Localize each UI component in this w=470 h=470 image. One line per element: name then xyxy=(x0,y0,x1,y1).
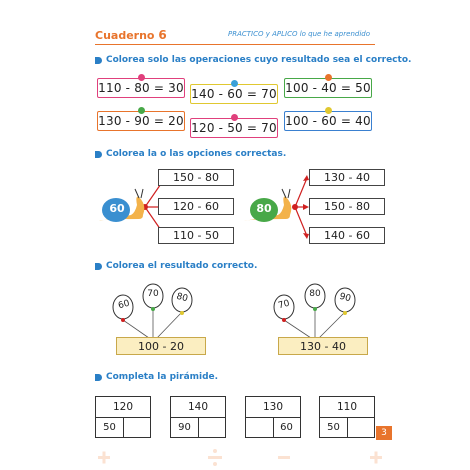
balloon-string xyxy=(157,312,182,338)
number-pyramid xyxy=(95,396,151,438)
operation-text: 100 - 40 = 50 xyxy=(285,81,371,95)
option-text: 130 - 40 xyxy=(324,171,370,184)
operation-card[interactable] xyxy=(97,78,185,98)
pyramid-left[interactable]: 50 xyxy=(320,417,348,437)
notebook-title-text: Cuaderno xyxy=(95,29,155,42)
section2-title xyxy=(95,149,286,159)
divide-icon xyxy=(213,462,217,466)
snail-antenna xyxy=(141,189,143,198)
pyramid-right[interactable] xyxy=(123,417,150,437)
operation-text: 140 - 60 = 70 xyxy=(191,87,277,101)
balloon-knot xyxy=(343,311,347,315)
minus-icon xyxy=(278,456,290,459)
operation-text: 100 - 60 = 40 xyxy=(285,114,371,128)
section-bullet-icon xyxy=(95,374,102,381)
operation-card[interactable] xyxy=(97,111,185,131)
snail-antenna xyxy=(288,189,290,198)
operation-card[interactable] xyxy=(190,84,278,104)
pyramid-top: 140 xyxy=(171,397,225,418)
pushpin-icon xyxy=(138,74,145,81)
option-box[interactable] xyxy=(309,169,385,186)
origin-dot xyxy=(292,204,298,210)
section2-title-text: Colorea la o las opciones correctas. xyxy=(106,149,287,159)
section-bullet-icon xyxy=(95,151,102,158)
result-text: 130 - 40 xyxy=(300,339,346,353)
operation-text: 110 - 80 = 30 xyxy=(98,81,184,95)
pushpin-icon xyxy=(325,107,332,114)
option-box[interactable] xyxy=(158,227,234,244)
pushpin-icon xyxy=(231,114,238,121)
result-text: 100 - 20 xyxy=(138,339,184,353)
page-number: 3 xyxy=(376,426,392,440)
section1-title-text: Colorea solo las operaciones cuyo resultado sea el correcto. xyxy=(106,55,412,65)
option-box[interactable] xyxy=(309,198,385,215)
section3-title xyxy=(95,261,257,271)
balloon-knot xyxy=(180,311,184,315)
pushpin-icon xyxy=(231,80,238,87)
balloon-string xyxy=(284,320,311,338)
snail-value: 60 xyxy=(109,202,125,215)
option-text: 140 - 60 xyxy=(324,229,370,242)
pyramid-left[interactable]: 50 xyxy=(96,417,124,437)
option-box[interactable] xyxy=(158,198,234,215)
notebook-number: 6 xyxy=(158,28,167,42)
balloon-string xyxy=(123,320,149,338)
section4-title-text: Completa la pirámide. xyxy=(106,372,219,382)
option-box[interactable] xyxy=(309,227,385,244)
pyramid-right[interactable] xyxy=(198,417,225,437)
snail-antenna xyxy=(135,189,139,198)
balloon-knot xyxy=(313,307,317,311)
balloon-label: 60 xyxy=(117,298,131,312)
option-text: 120 - 60 xyxy=(173,200,219,213)
pyramid-left[interactable]: 90 xyxy=(171,417,199,437)
balloon-label: 80 xyxy=(175,291,189,305)
plus-icon xyxy=(375,452,378,464)
balloon-string xyxy=(319,312,345,338)
snail-value: 80 xyxy=(256,202,272,215)
balloon-label: 70 xyxy=(277,298,291,312)
operation-card[interactable] xyxy=(284,78,372,98)
number-pyramid xyxy=(170,396,226,438)
balloon-label: 90 xyxy=(338,291,352,305)
number-pyramid xyxy=(319,396,375,438)
balloon-label: 70 xyxy=(147,289,159,299)
divide-icon xyxy=(213,449,217,453)
operation-text: 120 - 50 = 70 xyxy=(191,121,277,135)
section1-title xyxy=(95,55,411,65)
header-subtitle: PRACTICO y APLICO lo que he aprendido xyxy=(228,30,370,38)
section3-title-text: Colorea el resultado correcto. xyxy=(106,261,258,271)
section-bullet-icon xyxy=(95,57,102,64)
header-divider xyxy=(95,44,375,45)
section-bullet-icon xyxy=(95,263,102,270)
result-box[interactable] xyxy=(116,337,206,355)
pushpin-icon xyxy=(138,107,145,114)
pyramid-top: 130 xyxy=(246,397,300,418)
snail-antenna xyxy=(282,189,286,198)
option-text: 150 - 80 xyxy=(173,171,219,184)
pyramid-top: 120 xyxy=(96,397,150,418)
option-text: 110 - 50 xyxy=(173,229,219,242)
divide-icon xyxy=(208,456,222,459)
operation-card[interactable] xyxy=(190,118,278,138)
option-text: 150 - 80 xyxy=(324,200,370,213)
balloon-knot xyxy=(121,318,125,322)
result-box[interactable] xyxy=(278,337,368,355)
section4-title xyxy=(95,372,218,382)
decorative-symbols xyxy=(90,446,390,470)
balloon-knot xyxy=(282,318,286,322)
balloon-knot xyxy=(151,307,155,311)
plus-icon xyxy=(103,452,106,464)
operation-card[interactable] xyxy=(284,111,372,131)
pyramid-right[interactable] xyxy=(347,417,374,437)
operation-text: 130 - 90 = 20 xyxy=(98,114,184,128)
notebook-title xyxy=(95,28,167,42)
number-pyramid xyxy=(245,396,301,438)
balloon-label: 80 xyxy=(309,289,321,299)
pushpin-icon xyxy=(325,74,332,81)
pyramid-right[interactable]: 60 xyxy=(280,421,293,433)
connector-line xyxy=(295,207,307,236)
connector-line xyxy=(295,178,307,207)
pyramid-left[interactable] xyxy=(246,417,274,437)
pyramid-top: 110 xyxy=(320,397,374,418)
option-box[interactable] xyxy=(158,169,234,186)
